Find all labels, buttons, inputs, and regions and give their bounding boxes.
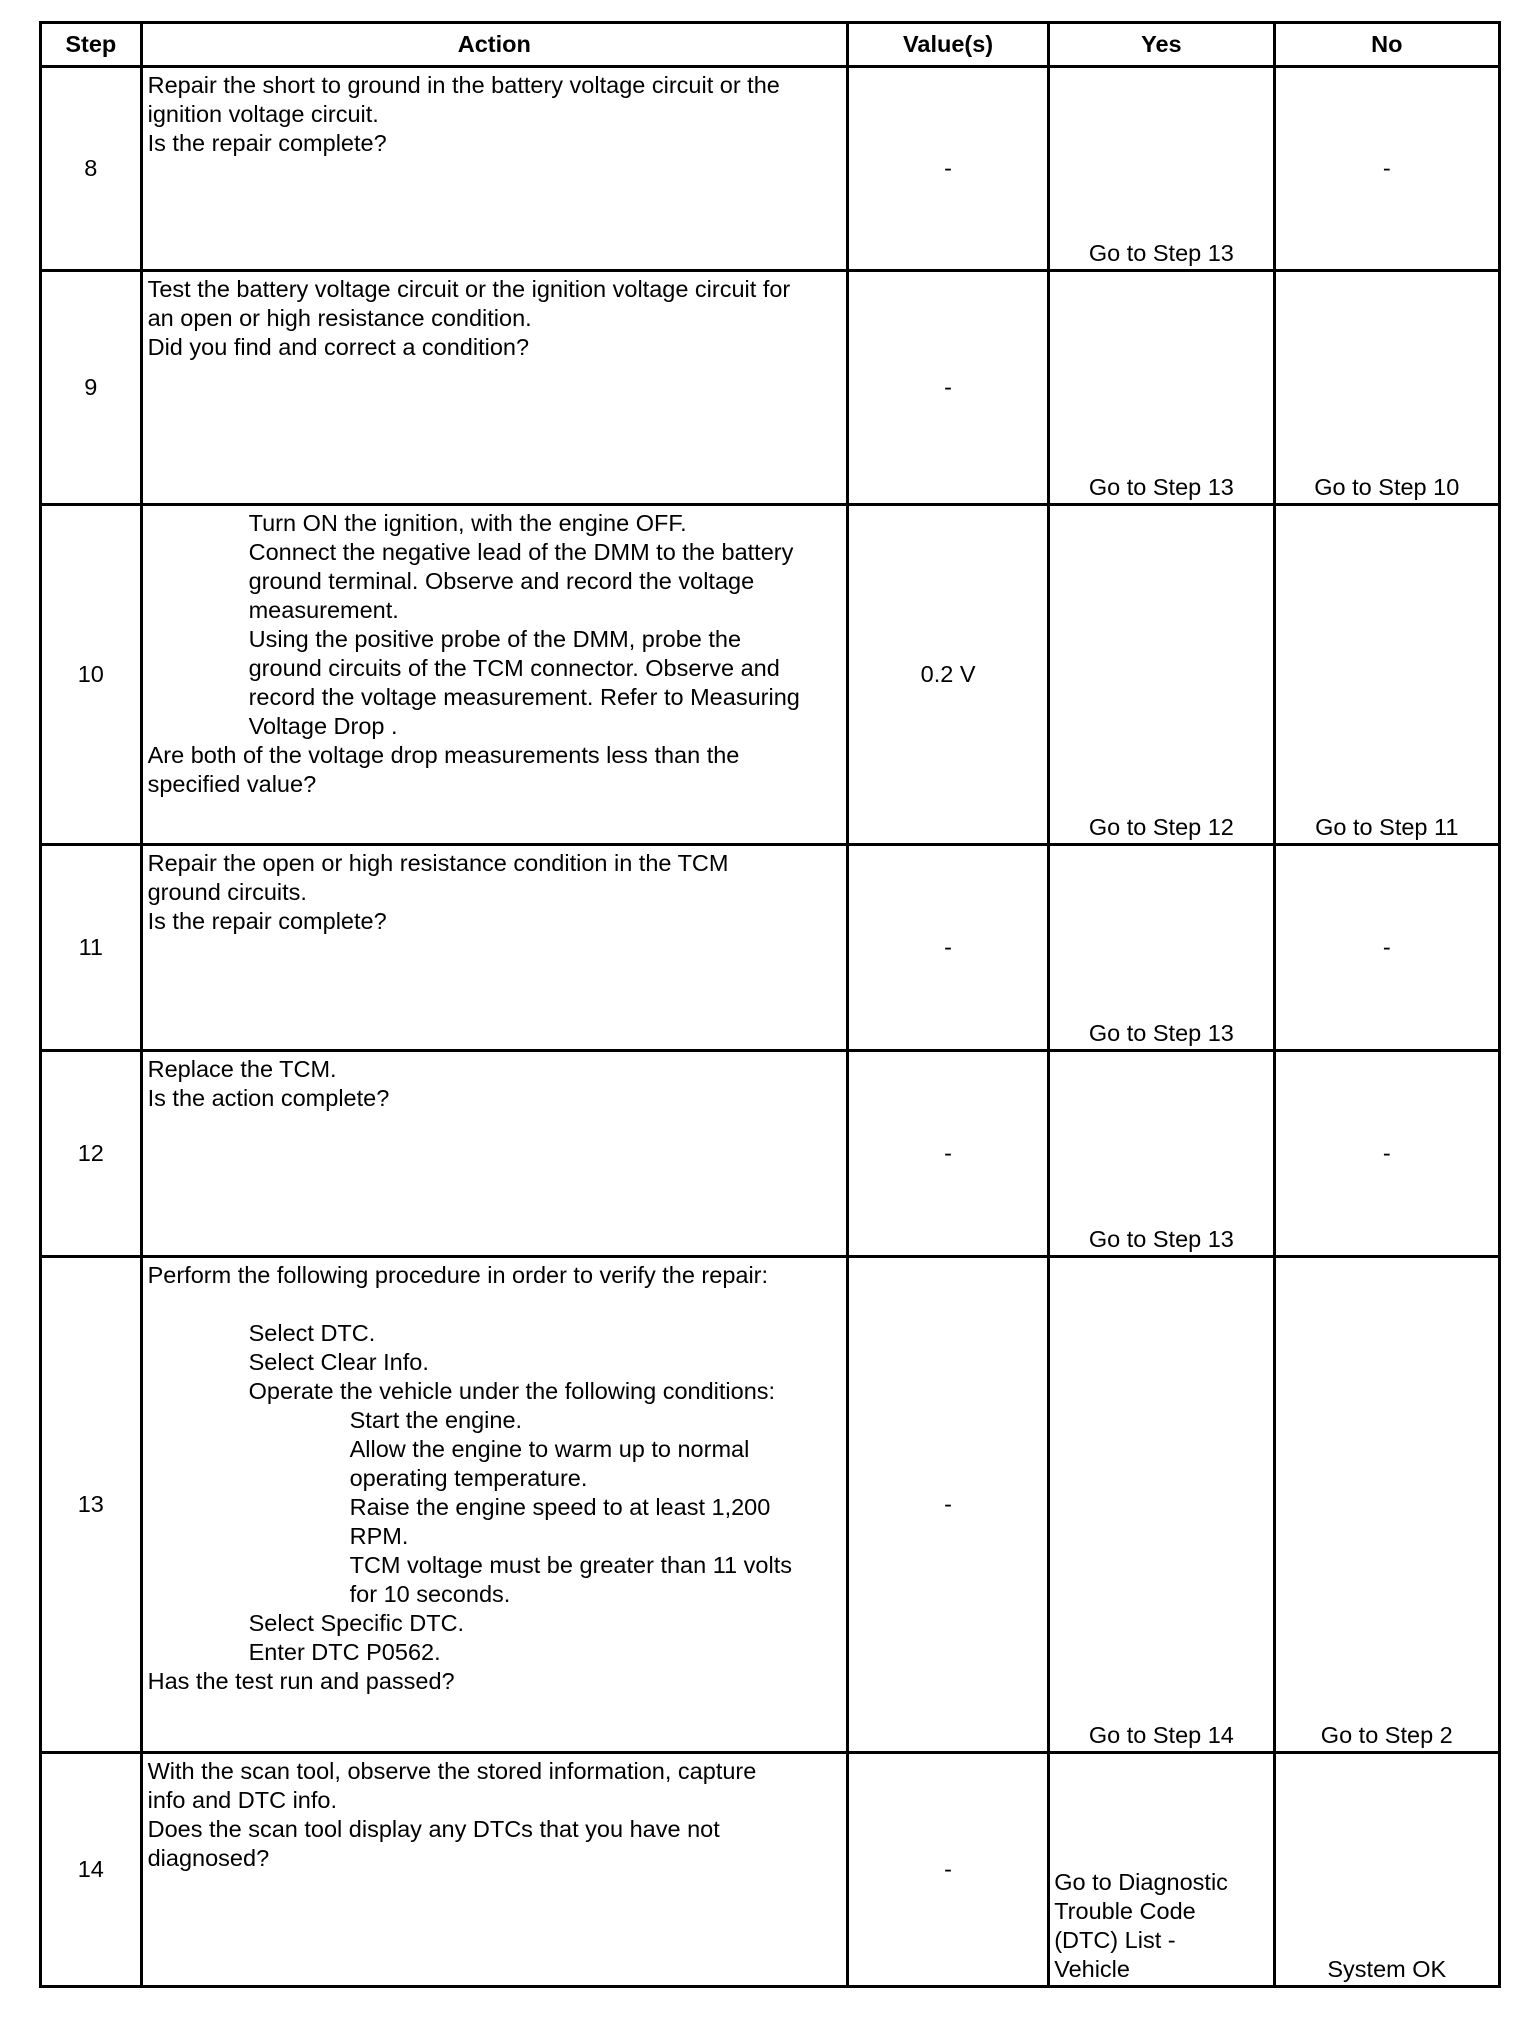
yes-text: Go to Diagnostic — [1054, 1869, 1228, 1895]
diagnostic-table — [39, 21, 1501, 1988]
procedure-step: Select Specific DTC. — [248, 1610, 465, 1636]
action-text: Repair the open or high resistance condition in the TCM — [147, 850, 729, 876]
action-question: Is the action complete? — [147, 1085, 390, 1111]
action-text: Turn ON the ignition, with the engine OFF. — [248, 510, 687, 536]
action-text: info and DTC info. — [147, 1787, 338, 1813]
action-text: ground terminal. Observe and record the voltage — [248, 568, 755, 594]
procedure-step: Select DTC. — [248, 1320, 376, 1346]
yes-text: (DTC) List - — [1054, 1927, 1176, 1953]
no-cell: - — [1274, 845, 1499, 1051]
header-yes: Yes — [1049, 23, 1274, 67]
step-number: 12 — [41, 1051, 142, 1257]
step-number: 8 — [41, 67, 142, 271]
step-number: 9 — [41, 271, 142, 505]
value-cell: 0.2 V — [847, 505, 1048, 845]
action-text: Repair the short to ground in the battery voltage circuit or the — [147, 72, 780, 98]
value-cell: - — [847, 271, 1048, 505]
action-text: Test the battery voltage circuit or the ignition voltage circuit for — [147, 276, 791, 302]
step-number: 14 — [41, 1753, 142, 1987]
action-question: Did you find and correct a condition? — [147, 334, 530, 360]
action-intro: Perform the following procedure in order to verify the repair: — [147, 1262, 769, 1288]
action-question: Are both of the voltage drop measurements less than the — [147, 742, 740, 768]
header-step: Step — [41, 23, 142, 67]
action-text: ignition voltage circuit. — [147, 101, 379, 127]
table-row — [41, 67, 1500, 271]
header-action: Action — [141, 23, 847, 67]
table-row — [41, 1753, 1500, 1987]
action-question: specified value? — [147, 771, 317, 797]
condition-item: for 10 seconds. — [349, 1581, 511, 1607]
action-text: Replace the TCM. — [147, 1056, 337, 1082]
action-text: With the scan tool, observe the stored information, capture — [147, 1758, 757, 1784]
header-no: No — [1274, 23, 1499, 67]
no-cell: Go to Step 10 — [1274, 271, 1499, 505]
header-values: Value(s) — [847, 23, 1048, 67]
procedure-step: Select Clear Info. — [248, 1349, 429, 1375]
no-cell: Go to Step 11 — [1274, 505, 1499, 845]
action-text: an open or high resistance condition. — [147, 305, 532, 331]
step-number: 13 — [41, 1257, 142, 1753]
yes-cell: Go to Step 13 — [1049, 1051, 1274, 1257]
action-text: Voltage Drop . — [248, 713, 398, 739]
no-cell: - — [1274, 67, 1499, 271]
no-cell: Go to Step 2 — [1274, 1257, 1499, 1753]
action-cell — [141, 67, 847, 271]
procedure-step: Operate the vehicle under the following conditions: — [248, 1378, 776, 1404]
no-cell: - — [1274, 1051, 1499, 1257]
step-number: 10 — [41, 505, 142, 845]
header-row — [41, 23, 1500, 67]
action-text: ground circuits. — [147, 879, 307, 905]
action-text: ground circuits of the TCM connector. Observe and — [248, 655, 780, 681]
condition-item: RPM. — [349, 1523, 409, 1549]
yes-cell — [1049, 1753, 1274, 1987]
value-cell: - — [847, 1051, 1048, 1257]
action-cell — [141, 845, 847, 1051]
yes-text: Vehicle — [1054, 1956, 1130, 1982]
action-question: Is the repair complete? — [147, 130, 387, 156]
value-cell: - — [847, 67, 1048, 271]
table-row — [41, 1257, 1500, 1753]
yes-cell: Go to Step 13 — [1049, 271, 1274, 505]
yes-text: Trouble Code — [1054, 1898, 1196, 1924]
action-text: Connect the negative lead of the DMM to the battery — [248, 539, 794, 565]
action-question: Does the scan tool display any DTCs that you have not — [147, 1816, 720, 1842]
value-cell: - — [847, 1753, 1048, 1987]
action-text: Using the positive probe of the DMM, probe the — [248, 626, 742, 652]
procedure-step: Enter DTC P0562. — [248, 1639, 441, 1665]
action-cell — [141, 1051, 847, 1257]
action-question: Is the repair complete? — [147, 908, 387, 934]
action-cell — [141, 271, 847, 505]
condition-item: Start the engine. — [349, 1407, 523, 1433]
yes-cell: Go to Step 14 — [1049, 1257, 1274, 1753]
action-cell — [141, 1257, 847, 1753]
table-row — [41, 271, 1500, 505]
condition-item: operating temperature. — [349, 1465, 588, 1491]
action-cell — [141, 1753, 847, 1987]
no-cell: System OK — [1274, 1753, 1499, 1987]
table-row — [41, 845, 1500, 1051]
value-cell: - — [847, 845, 1048, 1051]
condition-item: TCM voltage must be greater than 11 volts — [349, 1552, 792, 1578]
condition-item: Allow the engine to warm up to normal — [349, 1436, 750, 1462]
step-number: 11 — [41, 845, 142, 1051]
action-cell — [141, 505, 847, 845]
yes-cell: Go to Step 12 — [1049, 505, 1274, 845]
action-question: diagnosed? — [147, 1845, 270, 1871]
action-text: record the voltage measurement. Refer to Measuring — [248, 684, 800, 710]
yes-cell: Go to Step 13 — [1049, 845, 1274, 1051]
action-question: Has the test run and passed? — [147, 1668, 455, 1694]
condition-item: Raise the engine speed to at least 1,200 — [349, 1494, 771, 1520]
action-text: measurement. — [248, 597, 399, 623]
table-row — [41, 505, 1500, 845]
table-row — [41, 1051, 1500, 1257]
value-cell: - — [847, 1257, 1048, 1753]
yes-cell: Go to Step 13 — [1049, 67, 1274, 271]
